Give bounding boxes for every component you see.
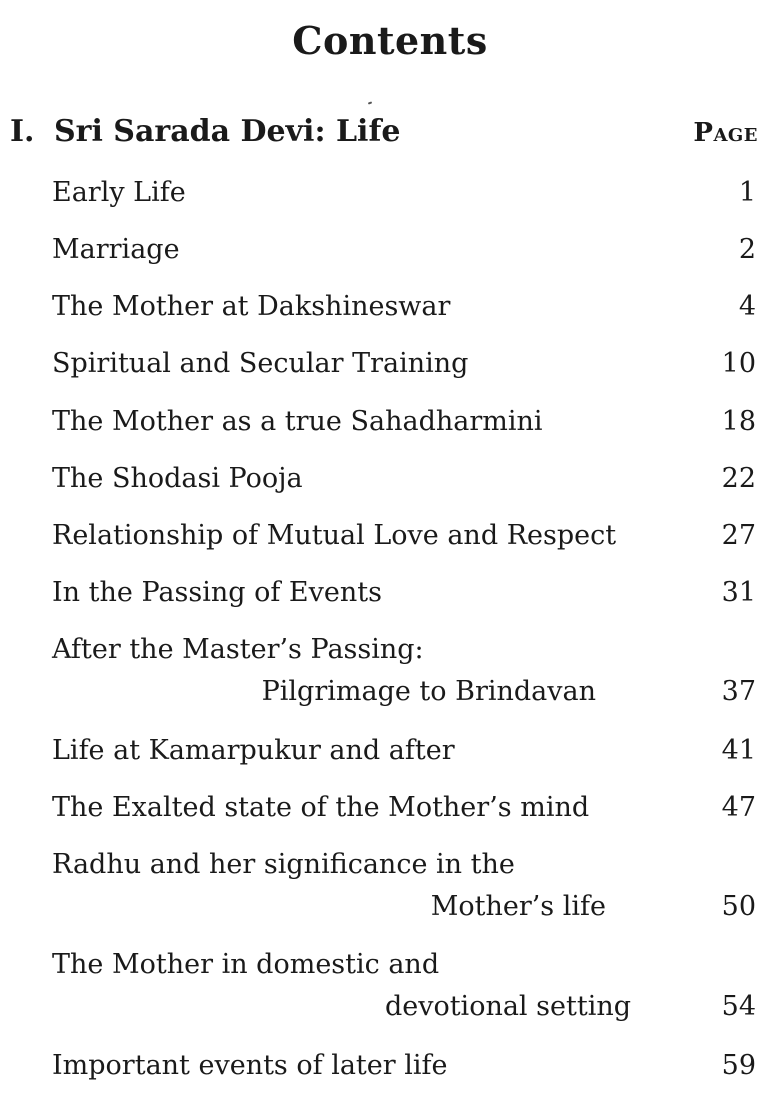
toc-entry[interactable] <box>52 787 756 829</box>
toc-entry-title: The Mother in domestic and <box>52 949 440 980</box>
toc-entry-page: 2 <box>738 234 756 265</box>
toc-entry[interactable] <box>52 458 756 500</box>
toc-entry-title: Important events of later life <box>52 1050 448 1081</box>
toc-entry-title: Life at Kamarpukur and after <box>52 735 455 766</box>
toc-entry[interactable] <box>52 629 756 713</box>
toc-entry-page: 1 <box>738 177 756 208</box>
toc-entry[interactable] <box>52 844 756 928</box>
toc-entry-page: 41 <box>721 735 756 766</box>
toc-entry-title: After the Master’s Passing: <box>52 634 424 665</box>
toc-entry-page: 37 <box>721 676 756 707</box>
toc-entry-page: 22 <box>721 463 756 494</box>
toc-entry[interactable] <box>52 944 756 1028</box>
section-number: I. <box>10 114 35 149</box>
toc-entry-page: 47 <box>721 792 756 823</box>
page-title: Contents <box>292 18 488 63</box>
page-column-header: Page <box>693 118 758 148</box>
toc-entry-title-continued: Mother’s life <box>430 891 606 922</box>
toc-entry-title-continued: devotional setting <box>384 991 631 1022</box>
toc-entry[interactable] <box>52 229 756 271</box>
toc-entry-page: 4 <box>738 291 756 322</box>
toc-entry-title: Relationship of Mutual Love and Respect <box>52 520 617 551</box>
toc-entry-title: The Shodasi Pooja <box>52 463 303 494</box>
toc-entry[interactable] <box>52 286 756 328</box>
toc-entry-title: Radhu and her significance in the <box>52 849 515 880</box>
toc-entry-title: The Mother at Dakshineswar <box>52 291 451 322</box>
toc-entry[interactable] <box>52 1045 756 1087</box>
section-title: Sri Sarada Devi: Life <box>54 114 401 149</box>
toc-entry[interactable] <box>52 343 756 385</box>
toc-entry-page: 10 <box>721 348 756 379</box>
toc-entry[interactable] <box>52 172 756 214</box>
toc-entry-title: Spiritual and Secular Training <box>52 348 469 379</box>
toc-entry-page: 31 <box>721 577 756 608</box>
toc-entry-page: 50 <box>721 891 756 922</box>
toc-entry-page: 59 <box>721 1050 756 1081</box>
toc-entry-page: 27 <box>721 520 756 551</box>
toc-entry-title: Marriage <box>52 234 180 265</box>
section-heading-row <box>10 114 758 158</box>
toc-entry-title: Early Life <box>52 177 186 208</box>
toc-entry-title: The Exalted state of the Mother’s mind <box>52 792 590 823</box>
toc-entry[interactable] <box>52 730 756 772</box>
toc-entry[interactable] <box>52 515 756 557</box>
toc-entry[interactable] <box>52 401 756 443</box>
toc-entry-title-continued: Pilgrimage to Brindavan <box>261 676 596 707</box>
toc-entry-title: The Mother as a true Sahadharmini <box>52 406 543 437</box>
toc-entry-page: 54 <box>721 991 756 1022</box>
toc-entry[interactable] <box>52 572 756 614</box>
paper-speck <box>368 101 372 104</box>
toc-entry-title: In the Passing of Events <box>52 577 382 608</box>
toc-entry-page: 18 <box>721 406 756 437</box>
